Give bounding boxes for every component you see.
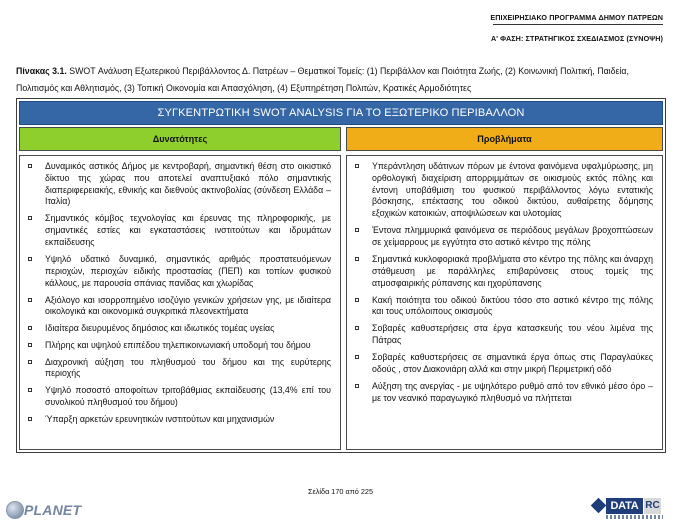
problem-text: Σοβαρές καθυστερήσεις σε σημαντικά έργα όπως στις Παραγλαύκες οδούς , στον Διακονιάρη αλλά και στην μικρή Περιμετρική οδό (372, 352, 653, 374)
opportunity-item (20, 414, 340, 426)
square-bullet-icon (28, 388, 32, 392)
problem-text: Σημαντικά κυκλοφοριακά προβλήματα στο κέντρο της πόλης και άναρχη στάθμευση με παράλληλες επιβαρύνσεις στους τομείς της ατμοσφαιρικής ρύπανσης και ηχορύπανσης (372, 253, 653, 288)
problem-text: Αύξηση της ανεργίας - με υψηλότερο ρυθμό από τον εθνικό μέσο όρο – με τον νεανικό παραγωγικό πληθυσμό να πλήττεται (372, 380, 653, 403)
opportunity-item (20, 161, 340, 208)
problem-item (347, 295, 662, 319)
opportunities-column (19, 155, 341, 450)
opportunity-item (20, 295, 340, 319)
planet-logo-icon (6, 501, 24, 519)
table-caption (16, 63, 667, 97)
problem-item (347, 352, 662, 376)
header-rule (493, 24, 663, 25)
opportunity-item (20, 213, 340, 248)
problem-item (347, 225, 662, 249)
opportunity-text: Υψηλό ποσοστό αποφοίτων τριτοβάθμιας εκπαίδευσης (13,4% επί του συνολικού πληθυσμού του δήμου) (45, 385, 331, 408)
opportunity-item (20, 323, 340, 335)
square-bullet-icon (355, 228, 359, 232)
opportunity-text: Ύπαρξη αρκετών ερευνητικών ινστιτούτων και μηχανισμών (45, 414, 275, 425)
swot-table-title: ΣΥΓΚΕΝΤΡΩΤΙΚΗ SWOT ANALYSIS ΓΙΑ ΤΟ ΕΞΩΤΕΡΙΚΟ ΠΕΡΙΒΑΛΛΟΝ (19, 101, 663, 125)
data-logo (593, 497, 663, 521)
data-logo-icon (591, 498, 607, 514)
opportunity-item (20, 340, 340, 352)
square-bullet-icon (28, 326, 32, 330)
square-bullet-icon (28, 216, 32, 220)
page-number: Σελίδα 170 από 225 (307, 487, 374, 496)
problem-item (347, 323, 662, 347)
opportunity-text: Πλήρης και υψηλού επιπέδου τηλεπικοινωνιακή υποδομή του δήμου (45, 339, 311, 350)
problem-item (347, 254, 662, 289)
data-logo-suffix: RC (644, 498, 661, 514)
square-bullet-icon (355, 257, 359, 261)
opportunities-heading: Δυνατότητες (19, 127, 341, 151)
opportunity-text: Σημαντικός κόμβος τεχνολογίας και έρευνας της πληροφορικής, με σημαντικές εστίες και εγκαταστάσεις ινστιτούτων και ιδρυμάτων εκπαίδευσης (45, 213, 331, 247)
square-bullet-icon (355, 384, 359, 388)
square-bullet-icon (28, 164, 32, 168)
square-bullet-icon (355, 355, 359, 359)
problem-text: Υπεράντληση υδάτινων πόρων με έντονα φαινόμενα υφαλμύρωσης, μη ορθολογική διαχείριση απορριμμάτων σε οικισμούς εκτός πόλης και έντονη υποβάθμιση του φυσικού περιβάλλοντος λόγω εντατικής βόσκησης, επέκτασης του οδικού δικτύου, αυθαίρετης δόμησης εξοχικών κατοικιών, αποψιλώσεων και υλοτομίας (372, 161, 653, 219)
planet-logo-text: PLANET (24, 502, 82, 518)
swot-table (16, 98, 666, 453)
program-title: ΕΠΙΧΕΙΡΗΣΙΑΚΟ ΠΡΟΓΡΑΜΜΑ ΔΗΜΟΥ ΠΑΤΡΕΩΝ (490, 13, 663, 22)
opportunity-text: Ιδιαίτερα διευρυμένος δημόσιος και ιδιωτικός τομέας υγείας (45, 323, 275, 334)
square-bullet-icon (28, 360, 32, 364)
square-bullet-icon (28, 257, 32, 261)
square-bullet-icon (28, 417, 32, 421)
planet-logo (3, 500, 88, 521)
problem-item (347, 161, 662, 220)
opportunity-item (20, 254, 340, 289)
data-logo-subtitle (606, 515, 663, 519)
opportunity-text: Υψηλό υδατικό δυναμικό, σημαντικός αριθμός προστατευόμενων περιοχών, περιοχών ειδικής προστασίας (ΠΕΠ) και τοπίων φυσικού κάλλους, με παρουσία σπάνιας πανίδας και χλωρίδας (45, 253, 331, 288)
square-bullet-icon (28, 343, 32, 347)
square-bullet-icon (355, 164, 359, 168)
opportunity-item (20, 357, 340, 381)
problem-text: Κακή ποιότητα του οδικού δικτύου τόσο στο αστικό κέντρο της πόλης και τους υπόλοιπους οικισμούς (372, 294, 653, 317)
opportunities-list (20, 161, 340, 431)
opportunity-text: Δυναμικός αστικός Δήμος με κεντροβαρή, σημαντική θέση στο οικιστικό δίκτυο της χώρας που αποτελεί αναπτυξιακό πόλο σημαντικής διαπεριφερειακής, εθνικής και διεθνούς ακτινοβολίας (σύνδεση Ελλάδα – Ιταλία) (45, 161, 331, 207)
square-bullet-icon (355, 298, 359, 302)
opportunity-text: Αξιόλογο και ισορροπημένο ισοζύγιο γενικών χρήσεων γης, με ιδιαίτερα οικολογικά και οικονομικά συγκριτικά πλεονεκτήματα (45, 294, 331, 317)
problem-text: Έντονα πλημμυρικά φαινόμενα σε περιόδους μεγάλων βροχοπτώσεων σε χείμαρρους με εγγύτητα στο αστικό κέντρο της πόλης (372, 225, 653, 247)
problems-heading: Προβλήματα (346, 127, 663, 151)
square-bullet-icon (28, 298, 32, 302)
square-bullet-icon (355, 326, 359, 330)
opportunity-item (20, 385, 340, 409)
problem-text: Σοβαρές καθυστερήσεις στα έργα κατασκευής του νέου λιμένα της Πάτρας (372, 323, 653, 346)
data-logo-text: DATA (606, 498, 643, 514)
problem-item (347, 381, 662, 405)
table-caption-label: Πίνακας 3.1. (16, 66, 67, 76)
phase-title: Α' ΦΑΣΗ: ΣΤΡΑΤΗΓΙΚΟΣ ΣΧΕΔΙΑΣΜΟΣ (ΣΥΝΟΨΗ) (490, 34, 663, 43)
opportunity-text: Διαχρονική αύξηση του πληθυσμού του δήμου και της ευρύτερης περιοχής (45, 356, 331, 379)
problems-list (347, 161, 662, 410)
problems-column (346, 155, 663, 450)
table-caption-text: SWOT Ανάλυση Εξωτερικού Περιβάλλοντος Δ. Πατρέων – Θεματικοί Τομείς: (1) Περιβάλλον και Ποιότητα Ζωής, (2) Κοινωνική Πολιτική, Παιδεία, Πολιτισμός και Αθλητισμός, (3) Τοπική Οικονομία και Απασχόληση, (4) Εξυπηρέτηση Πολιτών, Κρατικές Αρμοδιότητες (16, 66, 629, 93)
